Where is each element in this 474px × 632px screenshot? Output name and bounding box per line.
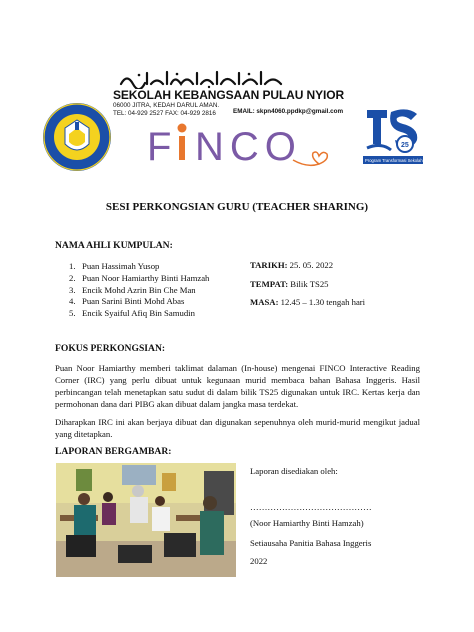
focus-paragraph-1: Puan Noor Hamiarthy memberi taklimat dalaman (In-house) mengenai FINCO Interactive Reading Corner (IRC) yang perlu dibuat untuk kegunaan murid membaca bahan Bahasa Inggeris. Hasil perbincangan telah menetapkan satu sudut di dalam bilik TS25 digunakan untuk IRC. Kertas kerja dan permohonan dana dari PIBG akan dibuat dalam jangka masa terdekat. bbox=[55, 363, 420, 409]
school-name-jawi bbox=[117, 69, 285, 89]
signer-name: (Noor Hamiarthy Binti Hamzah) bbox=[250, 518, 364, 528]
svg-text:NCO: NCO bbox=[195, 125, 302, 169]
jawi-calligraphy bbox=[117, 69, 285, 89]
signature-year: 2022 bbox=[250, 556, 268, 566]
finco-logo bbox=[143, 120, 339, 172]
school-name: SEKOLAH KEBANGSAAN PULAU NYIOR bbox=[113, 88, 345, 102]
document-title: SESI PERKONGSIAN GURU (TEACHER SHARING) bbox=[105, 201, 369, 213]
member-name: Puan Noor Hamiarthy Binti Hamzah bbox=[82, 272, 210, 283]
ts25-logo bbox=[361, 104, 425, 168]
meeting-time bbox=[250, 297, 365, 307]
members-list bbox=[58, 261, 248, 320]
ts25-logo-caption: Program Transformasi Sekolah bbox=[365, 158, 423, 163]
member-name: Puan Sarini Binti Mohd Abas bbox=[82, 296, 185, 307]
place-value: Bilik TS25 bbox=[288, 279, 329, 289]
signature-line: …………………………………… bbox=[250, 502, 372, 512]
signer-role: Setiausaha Panitia Bahasa Inggeris bbox=[250, 538, 372, 548]
meeting-place bbox=[250, 279, 329, 289]
members-heading: NAMA AHLI KUMPULAN: bbox=[55, 240, 173, 251]
focus-heading: FOKUS PERKONGSIAN: bbox=[55, 343, 166, 354]
date-label: TARIKH: bbox=[250, 260, 288, 270]
list-item bbox=[58, 261, 248, 273]
list-item bbox=[58, 308, 248, 320]
member-number: 3. bbox=[69, 284, 76, 295]
report-heading: LAPORAN BERGAMBAR: bbox=[55, 446, 172, 457]
member-number: 1. bbox=[69, 261, 76, 271]
member-name: Puan Hassimah Yusop bbox=[82, 261, 160, 271]
list-item bbox=[58, 296, 248, 308]
school-email: EMAIL: skpn4060.ppdkp@gmail.com bbox=[233, 108, 344, 115]
member-name: Encik Mohd Azrin Bin Che Man bbox=[82, 284, 196, 295]
prepared-by-label: Laporan disediakan oleh: bbox=[250, 466, 338, 476]
svg-text:25: 25 bbox=[401, 142, 409, 149]
list-item bbox=[58, 273, 248, 285]
meeting-photo bbox=[56, 463, 236, 577]
date-value: 25. 05. 2022 bbox=[287, 260, 334, 270]
school-phone-fax: TEL: 04-929 2527 FAX: 04-929 2816 bbox=[113, 110, 216, 117]
member-name: Encik Syaiful Afiq Bin Samudin bbox=[82, 308, 195, 319]
member-number: 2. bbox=[69, 272, 76, 283]
school-address: 06000 JITRA, KEDAH DARUL AMAN. bbox=[113, 102, 220, 109]
focus-paragraph-2: Diharapkan IRC ini akan berjaya dibuat dan digunakan sepenuhnya oleh murid-murid mengikut jadual yang ditetapkan. bbox=[55, 417, 420, 439]
meeting-date bbox=[250, 260, 333, 270]
time-value: 12.45 – 1.30 tengah hari bbox=[278, 297, 366, 307]
member-number: 5. bbox=[69, 308, 76, 319]
svg-text:F: F bbox=[147, 125, 178, 169]
member-number: 4. bbox=[69, 296, 76, 307]
time-label: MASA: bbox=[250, 297, 279, 307]
list-item bbox=[58, 285, 248, 297]
school-crest-logo bbox=[41, 100, 113, 174]
place-label: TEMPAT: bbox=[250, 279, 289, 289]
